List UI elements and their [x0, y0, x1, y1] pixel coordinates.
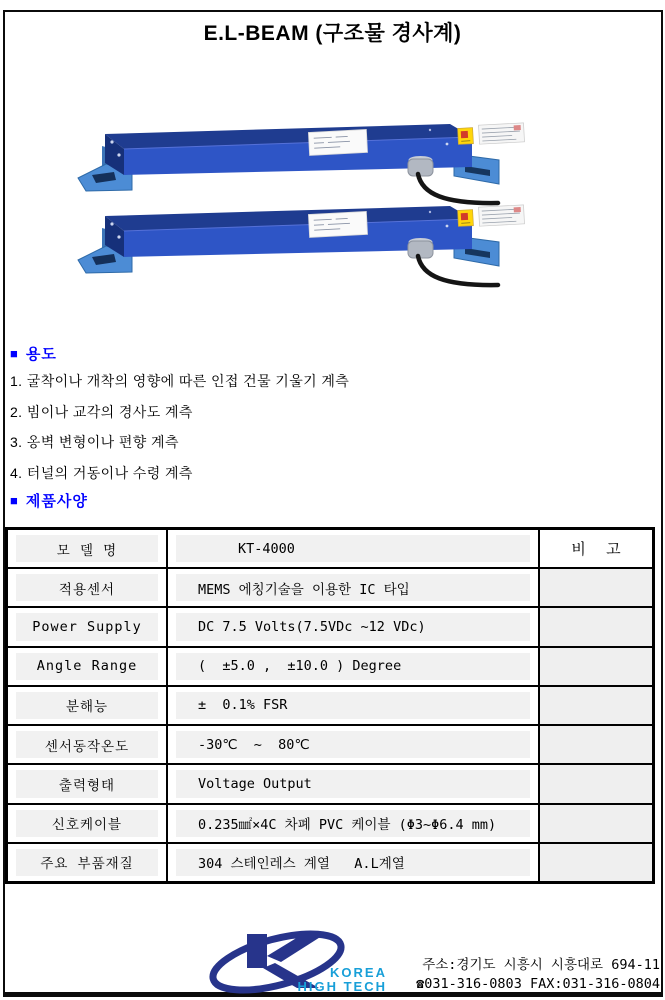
table-row	[8, 842, 652, 881]
label-cell	[8, 569, 168, 606]
row-value: ( ±5.0 , ±10.0 ) Degree	[176, 653, 530, 680]
spec-heading-label: 제품사양	[25, 493, 88, 510]
value-cell	[168, 608, 540, 645]
label-cell	[8, 844, 168, 881]
logo-wordmark	[253, 966, 387, 994]
table-row	[8, 567, 652, 606]
row-value: Voltage Output	[176, 770, 530, 797]
usage-heading-label: 용도	[25, 346, 57, 363]
row-value: -30℃ ~ 80℃	[176, 731, 530, 758]
row-label: 센서동작온도	[16, 731, 158, 758]
logo-text-line1: KOREA	[330, 965, 387, 980]
label-cell	[8, 648, 168, 685]
label-cell	[8, 765, 168, 802]
row-label: 출력형태	[16, 770, 158, 797]
usage-section-heading	[10, 343, 57, 364]
row-value: ± 0.1% FSR	[176, 692, 530, 719]
remark-cell	[540, 648, 652, 685]
table-row	[8, 763, 652, 802]
value-cell	[168, 765, 540, 802]
company-address-block	[416, 956, 660, 994]
row-value: 304 스테인레스 계열 A.L계열	[176, 849, 530, 876]
value-cell	[168, 805, 540, 842]
blue-square-bullet-icon: ■	[10, 346, 19, 361]
row-value: DC 7.5 Volts(7.5VDc ~12 VDc)	[176, 613, 530, 640]
logo-text-line2: HIGH TECH	[297, 979, 387, 994]
usage-list	[10, 371, 349, 493]
label-cell	[8, 608, 168, 645]
address-line: 주소:경기도 시흥시 시흥대로 694-11	[422, 957, 660, 973]
label-cell	[8, 805, 168, 842]
page-title: E.L-BEAM (구조물 경사계)	[203, 22, 462, 45]
remark-header-cell: 비 고	[540, 530, 652, 567]
remark-cell	[540, 726, 652, 763]
phone-fax-line: ☎031-316-0803 FAX:031-316-0804	[416, 976, 660, 992]
table-header-row	[8, 530, 652, 567]
remark-cell	[540, 608, 652, 645]
row-label: Angle Range	[16, 653, 158, 680]
usage-list-item: 3. 옹벽 변형이나 편향 계측	[10, 434, 179, 450]
row-label: Power Supply	[16, 613, 158, 640]
value-cell	[168, 648, 540, 685]
product-photo	[62, 116, 542, 314]
blue-square-bullet-icon: ■	[10, 493, 19, 508]
row-label: 분해능	[16, 692, 158, 719]
usage-list-item: 1. 굴착이나 개착의 영향에 따른 인접 건물 기울기 계측	[10, 373, 350, 389]
model-value-cell	[168, 530, 540, 567]
table-row	[8, 685, 652, 724]
row-value: MEMS 에칭기술을 이용한 IC 타입	[176, 574, 530, 601]
usage-list-item: 4. 터널의 거동이나 수령 계측	[10, 464, 193, 481]
spec-section-heading	[10, 490, 88, 511]
row-value: KT-4000	[176, 535, 530, 562]
table-row	[8, 724, 652, 763]
usage-list-item: 2. 빔이나 교각의 경사도 계측	[10, 403, 193, 420]
remark-cell	[540, 569, 652, 606]
spec-table	[5, 527, 655, 884]
row-label: 주요 부품재질	[16, 849, 158, 876]
table-row	[8, 803, 652, 842]
row-label: 신호케이블	[16, 810, 158, 837]
label-cell	[8, 726, 168, 763]
label-cell	[8, 687, 168, 724]
remark-cell	[540, 844, 652, 881]
row-value: 0.235㎟×4C 차폐 PVC 케이블 (Φ3~Φ6.4 mm)	[176, 810, 530, 837]
remark-cell	[540, 687, 652, 724]
value-cell	[168, 726, 540, 763]
remark-cell	[540, 805, 652, 842]
beam-sensor-illustration	[62, 116, 542, 314]
value-cell	[168, 844, 540, 881]
row-label: 적용센서	[16, 574, 158, 601]
value-cell	[168, 569, 540, 606]
table-row	[8, 646, 652, 685]
table-row	[8, 606, 652, 645]
row-label: 모 델 명	[16, 535, 158, 562]
value-cell	[168, 687, 540, 724]
remark-cell	[540, 765, 652, 802]
model-label-cell	[8, 530, 168, 567]
